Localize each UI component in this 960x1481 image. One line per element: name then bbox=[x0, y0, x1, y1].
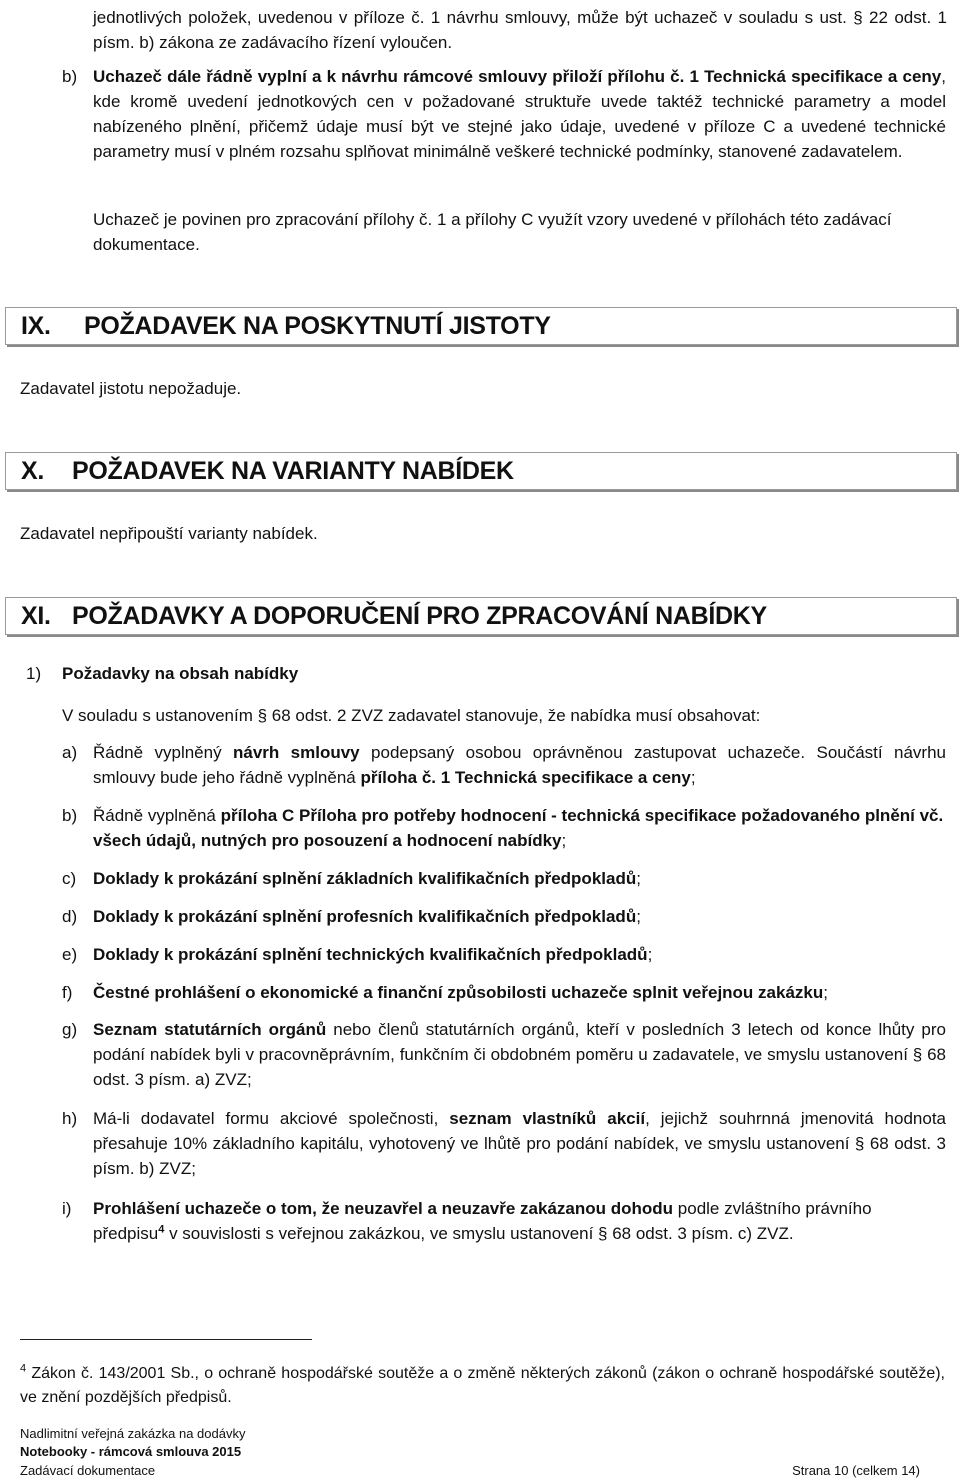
intro-text: jednotlivých položek, uvedenou v příloze č. 1 návrhu smlouvy, může být uchazeč v souladu s ust. § 22 odst. 1 písm. b) zákona ze zadávacího řízení vyloučen. bbox=[93, 8, 947, 52]
item-text: ; bbox=[823, 983, 828, 1002]
footnote-reference: 4 bbox=[158, 1223, 165, 1236]
list-item-d bbox=[62, 904, 946, 929]
section-title: POŽADAVEK NA VARIANTY NABÍDEK bbox=[72, 457, 514, 485]
intro-paragraph bbox=[93, 5, 947, 55]
footnote-number: 4 bbox=[20, 1362, 27, 1375]
item-text: v souvislosti s veřejnou zakázkou, ve smyslu ustanovení § 68 odst. 3 písm. c) ZVZ. bbox=[164, 1224, 794, 1243]
section-number: IX. bbox=[21, 312, 51, 340]
item-bold: příloha č. 1 Technická specifikace a ceny bbox=[360, 768, 691, 787]
lead-paragraph: V souladu s ustanovením § 68 odst. 2 ZVZ zadavatel stanovuje, že nabídka musí obsahovat: bbox=[62, 706, 761, 725]
footnote-separator bbox=[20, 1339, 312, 1340]
subsection-marker: 1) bbox=[26, 664, 42, 683]
obligation-text: Uchazeč je povinen pro zpracování přílohy č. 1 a přílohy C využít vzory uvedené v přílohách této zadávací dokumentace. bbox=[93, 210, 892, 254]
item-bold: Doklady k prokázání splnění profesních kvalifikačních předpokladů bbox=[93, 907, 637, 926]
footer-line-1: Nadlimitní veřejná zakázka na dodávky bbox=[20, 1426, 246, 1441]
section-ix-text: Zadavatel jistotu nepožaduje. bbox=[20, 379, 242, 398]
item-text: ; bbox=[636, 869, 641, 888]
list-marker: i) bbox=[62, 1199, 72, 1218]
list-marker: a) bbox=[62, 743, 78, 762]
item-text: Řádně vyplněná bbox=[93, 806, 221, 825]
list-marker: c) bbox=[62, 869, 77, 888]
section-title: POŽADAVEK NA POSKYTNUTÍ JISTOTY bbox=[84, 312, 551, 340]
list-item-a bbox=[62, 740, 946, 790]
list-item-f bbox=[62, 980, 946, 1005]
item-bold: seznam vlastníků akcií bbox=[449, 1109, 646, 1128]
list-marker: g) bbox=[62, 1020, 78, 1039]
obligation-paragraph bbox=[93, 207, 949, 257]
item-text: ; bbox=[647, 945, 653, 964]
item-bold: Seznam statutárních orgánů bbox=[93, 1020, 327, 1039]
list-marker: b) bbox=[62, 67, 78, 86]
item-bold: Doklady k prokázání splnění základních kvalifikačních předpokladů bbox=[93, 869, 637, 888]
list-item-g bbox=[62, 1017, 946, 1092]
page-number: Strana 10 (celkem 14) bbox=[792, 1463, 920, 1478]
intro-b-text: , kde kromě uvedení jednotkových cen v požadované struktuře uvede taktéž technické parametry a model nabízeného plnění, přičemž údaje musí být ve stejné jako údaje, uvedené v příloze C a uvedené technické parametry musí v plném rozsahu splňovat minimálně veškeré technické podmínky, stanovené zadavatelem. bbox=[93, 67, 946, 161]
list-marker: e) bbox=[62, 945, 78, 964]
item-text: podle zvláštního právního předpisu bbox=[93, 1199, 872, 1243]
intro-b-bold: Uchazeč dále řádně vyplní a k návrhu rámcové smlouvy přiloží přílohu č. 1 Technická specifikace a ceny bbox=[93, 67, 942, 86]
item-text: , jejichž souhrnná jmenovitá hodnota přesahuje 10% základního kapitálu, vyhotovený ve lhůtě pro podání nabídek, ve smyslu ustanovení § 68 odst. 3 písm. b) ZVZ; bbox=[93, 1109, 947, 1178]
item-bold: Čestné prohlášení o ekonomické a finanční způsobilosti uchazeče splnit veřejnou zakázku bbox=[93, 983, 824, 1002]
section-ix-heading bbox=[5, 307, 957, 345]
list-marker: h) bbox=[62, 1109, 78, 1128]
subsection-title: Požadavky na obsah nabídky bbox=[62, 664, 299, 683]
item-bold: Doklady k prokázání splnění technických kvalifikačních předpokladů bbox=[93, 945, 648, 964]
list-item-i bbox=[62, 1196, 946, 1246]
list-item-b bbox=[62, 803, 946, 853]
item-bold: návrh smlouvy bbox=[232, 743, 360, 762]
list-marker: b) bbox=[62, 806, 78, 825]
item-text: ; bbox=[561, 831, 567, 850]
section-x-heading bbox=[5, 452, 957, 490]
footnote bbox=[20, 1362, 945, 1410]
list-item-c bbox=[62, 866, 946, 891]
footer-line-3: Zadávací dokumentace bbox=[20, 1463, 156, 1478]
list-marker: f) bbox=[62, 983, 73, 1002]
section-number: XI. bbox=[21, 602, 51, 630]
item-text: ; bbox=[690, 768, 696, 787]
item-bold: příloha C Příloha pro potřeby hodnocení - technická specifikace požadovaného plnění vč. všech údajů, nutných pro posouzení a hodnocení nabídky bbox=[93, 806, 944, 850]
item-text: Řádně vyplněný bbox=[93, 743, 233, 762]
intro-item-b bbox=[62, 64, 946, 164]
item-text: nebo členů statutárních orgánů, kteří v posledních 3 letech od konce lhůty pro podání nabídek byli v pracovněprávním, funkčním či obdobném poměru u zadavatele, ve smyslu ustanovení § 68 odst. 3 písm. a) ZVZ; bbox=[93, 1020, 946, 1089]
footer-line-2: Notebooky - rámcová smlouva 2015 bbox=[20, 1444, 242, 1459]
section-number: X. bbox=[21, 457, 45, 485]
section-x-text: Zadavatel nepřipouští varianty nabídek. bbox=[20, 524, 318, 543]
item-text: ; bbox=[636, 907, 641, 926]
subsection-1 bbox=[26, 661, 946, 686]
item-text: Má-li dodavatel formu akciové společnosti, bbox=[93, 1109, 450, 1128]
item-bold: Prohlášení uchazeče o tom, že neuzavřel a neuzavře zakázanou dohodu bbox=[93, 1199, 674, 1218]
footnote-text: Zákon č. 143/2001 Sb., o ochraně hospodářské soutěže a o změně některých zákonů (zákon o ochraně hospodářské soutěže), ve znění pozdějších předpisů. bbox=[20, 1365, 945, 1406]
list-marker: d) bbox=[62, 907, 78, 926]
list-item-e bbox=[62, 942, 946, 967]
section-title: POŽADAVKY A DOPORUČENÍ PRO ZPRACOVÁNÍ NABÍDKY bbox=[72, 602, 767, 630]
item-text: podepsaný osobou oprávněnou zastupovat uchazeče. Součástí návrhu smlouvy bude jeho řádně vyplněná bbox=[93, 743, 946, 787]
section-xi-heading bbox=[5, 597, 957, 635]
list-item-h bbox=[62, 1106, 946, 1181]
